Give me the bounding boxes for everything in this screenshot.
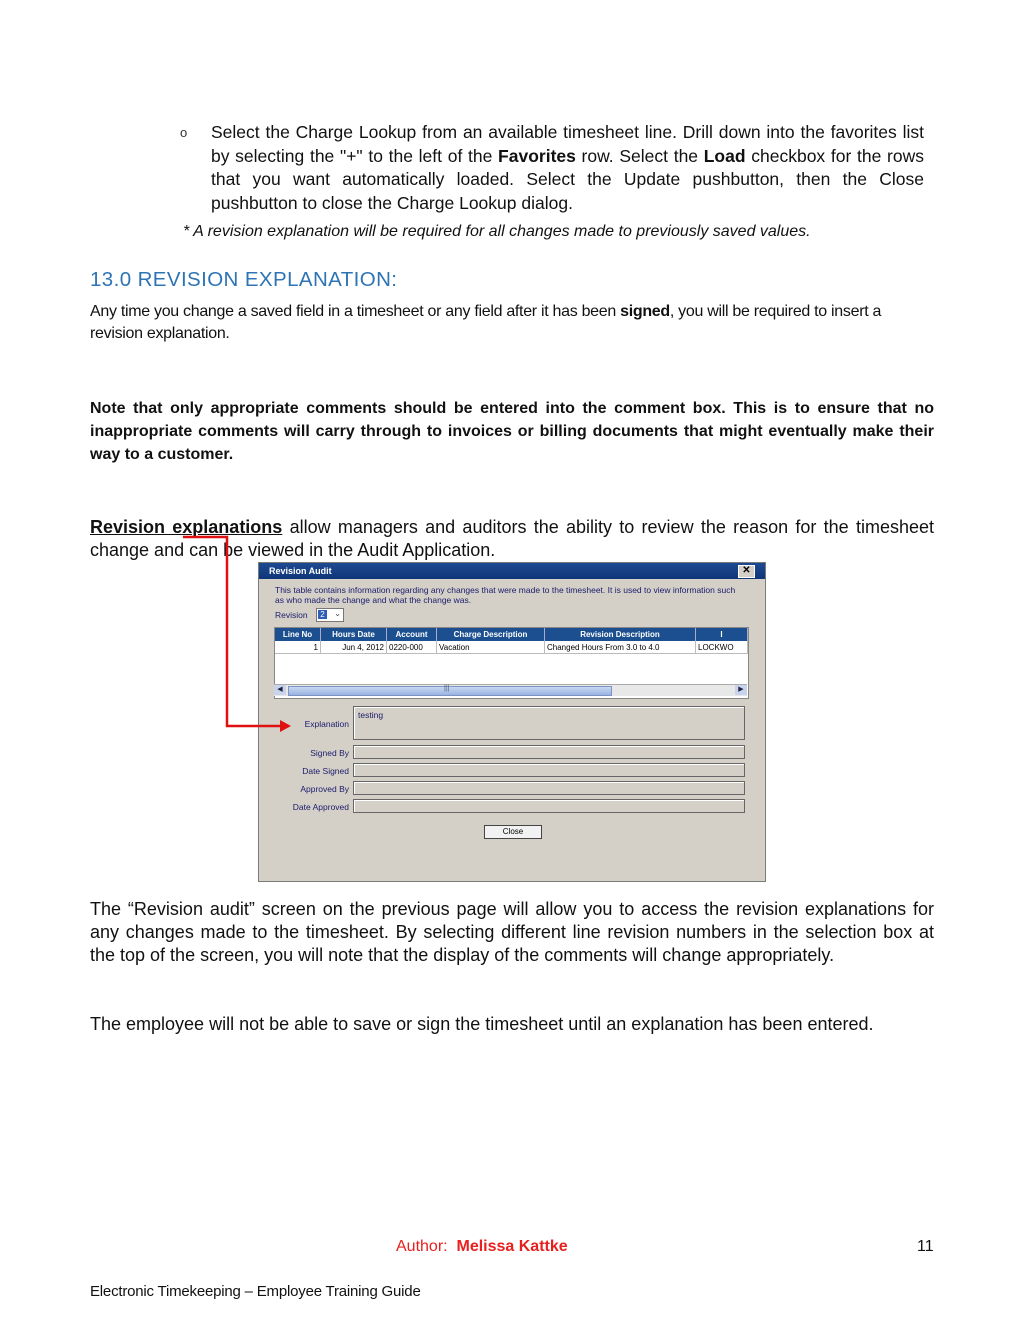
horizontal-scrollbar[interactable] xyxy=(274,684,747,696)
date-signed-field[interactable] xyxy=(353,763,745,777)
revision-select[interactable] xyxy=(316,608,344,622)
column-header[interactable]: Hours Date xyxy=(321,628,387,641)
table-cell: 1 xyxy=(275,641,321,654)
chevron-down-icon: ⌄ xyxy=(334,609,341,618)
footer-author xyxy=(396,1238,568,1256)
dialog-description: This table contains information regarding any changes that were made to the timesheet. It is used to view information such as who made the change and what the change was. xyxy=(275,585,736,605)
author-label: Author: xyxy=(396,1238,448,1255)
table-header xyxy=(275,628,748,641)
dialog-title-bar xyxy=(259,563,765,579)
column-header[interactable]: Account xyxy=(387,628,437,641)
bullet-text-part2: row. Select the xyxy=(575,145,704,166)
table-cell: Vacation xyxy=(437,641,545,654)
explanation-label: Explanation xyxy=(304,719,349,729)
signed-by-field[interactable] xyxy=(353,745,745,759)
table-cell: Jun 4, 2012 xyxy=(321,641,387,654)
paragraph-save-sign: The employee will not be able to save or sign the timesheet until an explanation has been entered. xyxy=(90,1014,874,1034)
revision-note: * A revision explanation will be required for all changes made to previously saved values. xyxy=(183,223,811,240)
dialog-title: Revision Audit xyxy=(269,566,332,576)
section-heading: 13.0 REVISION EXPLANATION: xyxy=(90,268,398,291)
para1-part2: , you will be required to insert a revision explanation. xyxy=(90,303,882,342)
paragraph-comment-note: Note that only appropriate comments should be entered into the comment box. This is to ensure that no inappropriate comments will carry through to invoices or billing documents that might eventually make their way to a customer. xyxy=(90,400,934,463)
table-cell: Changed Hours From 3.0 to 4.0 xyxy=(545,641,696,654)
favorites-term: Favorites xyxy=(498,145,576,166)
paragraph-revision-audit: The “Revision audit” screen on the previous page will allow you to access the revision explanations for any changes made to the timesheet. By selecting different line revision numbers in the selection box at the top of the screen, you will note that the display of the comments will change appropriately. xyxy=(90,899,934,965)
revision-label: Revision xyxy=(275,610,308,620)
signed-by-label: Signed By xyxy=(310,748,349,758)
scroll-grip-icon: ||| xyxy=(444,685,450,692)
load-term: Load xyxy=(703,145,746,166)
approved-by-label: Approved By xyxy=(300,784,349,794)
scroll-left-icon[interactable]: ◀ xyxy=(274,685,286,695)
paragraph-revision-intro xyxy=(90,301,934,345)
column-header[interactable]: Line No xyxy=(275,628,321,641)
table-cell: 0220-000 xyxy=(387,641,437,654)
approved-by-field[interactable] xyxy=(353,781,745,795)
scrollbar-thumb[interactable] xyxy=(288,686,612,696)
date-approved-label: Date Approved xyxy=(292,802,349,812)
para1-part1: Any time you change a saved field in a timesheet or any field after it has been xyxy=(90,303,621,320)
bullet-text xyxy=(211,121,924,215)
column-header[interactable]: Revision Description xyxy=(545,628,696,641)
table-row[interactable] xyxy=(275,641,748,654)
date-approved-field[interactable] xyxy=(353,799,745,813)
column-header[interactable]: Charge Description xyxy=(437,628,545,641)
para3-rest: allow managers and auditors the ability to review the reason for the timesheet change and can be viewed in the Audit Application. xyxy=(90,517,934,560)
revision-select-value: 2 xyxy=(318,610,327,619)
author-name: Melissa Kattke xyxy=(456,1238,568,1255)
table-cell: LOCKWO xyxy=(696,641,748,654)
date-signed-label: Date Signed xyxy=(302,766,349,776)
bullet-text-part1: Select the Charge Lookup from an available timesheet line. Drill down into the favorites list by selecting the "+" to the left of the xyxy=(211,122,924,166)
bullet-text-part3: checkbox for the rows that you want automatically loaded. Select the Update pushbutton, then the Close pushbutton to close the Charge Lookup dialog. xyxy=(211,145,924,213)
close-button[interactable]: Close xyxy=(484,825,542,839)
page-number: 11 xyxy=(917,1238,934,1255)
footer-doc-title: Electronic Timekeeping – Employee Training Guide xyxy=(90,1283,421,1300)
revision-explanations-term: Revision explanations xyxy=(90,517,283,537)
explanation-field[interactable]: testing xyxy=(353,706,745,740)
column-header[interactable]: I xyxy=(696,628,748,641)
revision-audit-dialog xyxy=(258,562,766,882)
bullet-symbol: o xyxy=(180,125,188,140)
dialog-close-icon[interactable]: ✕ xyxy=(738,565,755,578)
signed-term: signed xyxy=(620,303,670,320)
paragraph-revision-explanations xyxy=(90,516,934,562)
scroll-right-icon[interactable]: ▶ xyxy=(735,685,747,695)
